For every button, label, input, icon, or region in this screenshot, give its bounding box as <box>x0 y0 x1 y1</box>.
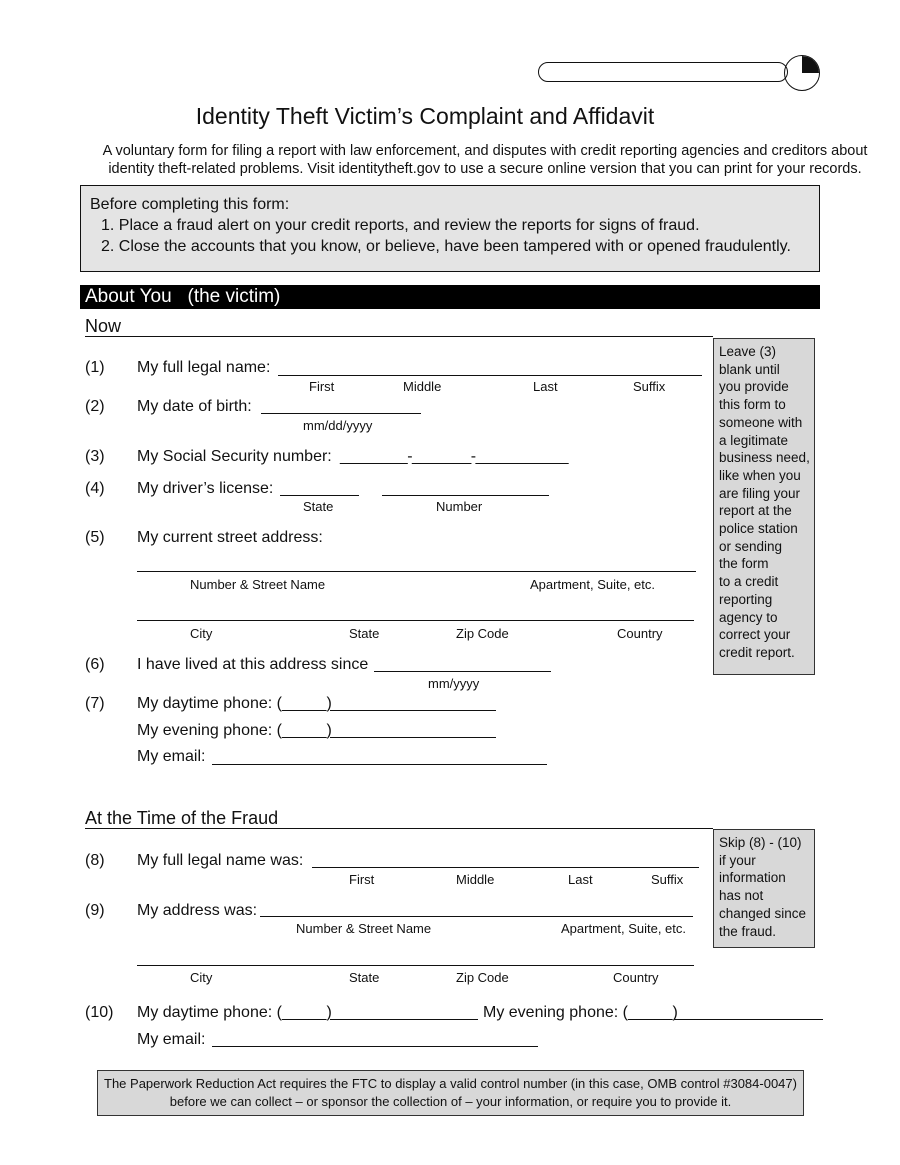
zip-hint: Zip Code <box>456 970 509 985</box>
lived-since-field[interactable] <box>374 671 551 672</box>
before-completing-box <box>80 185 820 272</box>
state-hint: State <box>349 970 380 985</box>
leave-blank-note-line: this form to <box>719 397 786 413</box>
leave-blank-note-line: blank until <box>719 361 780 377</box>
dob-label: My date of birth: <box>137 398 252 415</box>
full-name-label: My full legal name: <box>137 359 271 376</box>
leave-blank-note-line: like when you <box>719 467 801 483</box>
field-number-10: (10) <box>85 1004 114 1021</box>
evening-phone-label: My evening phone: (_____) <box>137 722 332 739</box>
city-state-field[interactable] <box>137 620 694 621</box>
license-number-hint: Number <box>436 499 483 514</box>
intro-line-1: A voluntary form for filing a report with law enforcement, and disputes with credit reporting agencies and creditors about <box>102 143 868 159</box>
field-number-8: (8) <box>85 852 105 869</box>
leave-blank-note-line: reporting <box>719 591 773 607</box>
prior-email-label: My email: <box>137 1031 206 1048</box>
prior-daytime-phone-field[interactable] <box>330 1019 478 1020</box>
leave-blank-note-line: or sending <box>719 538 783 554</box>
middle-hint: Middle <box>403 379 442 394</box>
now-heading: Now <box>85 316 122 336</box>
before-heading: Before completing this form: <box>90 196 290 213</box>
divider <box>85 336 713 337</box>
zip-hint: Zip Code <box>456 626 509 641</box>
prior-city-state-field[interactable] <box>137 965 694 966</box>
leave-blank-note-line: someone with <box>719 414 803 430</box>
ssn-field[interactable]: ________-_______-___________ <box>340 448 569 465</box>
last-hint: Last <box>568 872 593 887</box>
time-of-fraud-heading: At the Time of the Fraud <box>85 808 279 828</box>
address-label: My current street address: <box>137 529 323 546</box>
leave-blank-note-line: a legitimate <box>719 432 789 448</box>
city-hint: City <box>190 626 213 641</box>
intro-line-2: identity theft-related problems. Visit identitytheft.gov to use a secure online version that you can print for your records. <box>108 161 862 177</box>
field-number-2: (2) <box>85 398 105 415</box>
leave-blank-note <box>713 338 815 675</box>
first-hint: First <box>309 379 335 394</box>
field-number-9: (9) <box>85 902 105 919</box>
email-label: My email: <box>137 748 206 765</box>
prior-name-label: My full legal name was: <box>137 852 304 869</box>
form-title: Identity Theft Victim’s Complaint and Affidavit <box>195 103 655 129</box>
prior-name-field[interactable] <box>312 867 699 868</box>
progress-bar <box>538 62 788 82</box>
leave-blank-note-line: you provide <box>719 379 789 395</box>
notice-line-1: The Paperwork Reduction Act requires the FTC to display a valid control number (in this case, OMB control #3084-0047) <box>104 1076 797 1091</box>
license-label: My driver’s license: <box>137 480 274 497</box>
field-number-4: (4) <box>85 480 105 497</box>
middle-hint: Middle <box>456 872 495 887</box>
field-number-1: (1) <box>85 359 105 376</box>
email-field[interactable] <box>212 764 547 765</box>
divider <box>85 828 713 829</box>
street-field[interactable] <box>137 571 696 572</box>
city-hint: City <box>190 970 213 985</box>
prior-daytime-phone-label: My daytime phone: (_____) <box>137 1004 332 1021</box>
license-number-field[interactable] <box>382 495 549 496</box>
prior-street-field[interactable] <box>260 916 693 917</box>
before-item-1: 1. Place a fraud alert on your credit reports, and review the reports for signs of fraud. <box>101 217 700 234</box>
skip-note-line: Skip (8) - (10) <box>719 835 802 850</box>
lived-since-label: I have lived at this address since <box>137 656 369 673</box>
skip-note-line: information <box>719 870 786 886</box>
prior-email-field[interactable] <box>212 1046 538 1047</box>
prior-evening-phone-label: My evening phone: (_____) <box>483 1004 678 1021</box>
lived-since-hint: mm/yyyy <box>428 676 480 691</box>
ssn-label: My Social Security number: <box>137 448 332 465</box>
leave-blank-note-line: are filing your <box>719 485 801 501</box>
leave-blank-note-line: agency to <box>719 609 778 625</box>
paperwork-notice <box>97 1070 804 1116</box>
skip-note-line: the fraud. <box>719 923 777 939</box>
country-hint: Country <box>613 970 659 985</box>
section-header <box>80 285 820 309</box>
skip-note-line: changed since <box>719 905 807 921</box>
leave-blank-note-line: credit report. <box>719 644 795 660</box>
daytime-phone-label: My daytime phone: (_____) <box>137 695 332 712</box>
street-hint: Number & Street Name <box>190 577 326 592</box>
apartment-hint: Apartment, Suite, etc. <box>530 577 656 592</box>
full-name-field[interactable] <box>278 375 702 376</box>
prior-evening-phone-field[interactable] <box>674 1019 823 1020</box>
daytime-phone-field[interactable] <box>330 710 496 711</box>
skip-note-line: has not <box>719 888 764 904</box>
leave-blank-note-line: business need, <box>719 450 810 466</box>
last-hint: Last <box>533 379 558 394</box>
dob-hint: mm/dd/yyyy <box>303 418 373 433</box>
leave-blank-note-line: to a credit <box>719 574 779 590</box>
intro-text <box>70 142 900 178</box>
field-number-3: (3) <box>85 448 105 465</box>
street-hint: Number & Street Name <box>296 921 432 936</box>
progress-pie-icon <box>784 55 820 91</box>
state-hint: State <box>349 626 380 641</box>
leave-blank-note-line: Leave (3) <box>719 344 777 359</box>
leave-blank-note-line: the form <box>719 556 769 572</box>
suffix-hint: Suffix <box>633 379 666 394</box>
evening-phone-field[interactable] <box>330 737 496 738</box>
skip-note-line: if your <box>719 852 756 868</box>
before-item-2: 2. Close the accounts that you know, or believe, have been tampered with or opened fraudulently. <box>101 238 791 255</box>
leave-blank-note-line: correct your <box>719 627 791 643</box>
license-state-hint: State <box>303 499 334 514</box>
notice-line-2: before we can collect – or sponsor the collection of – your information, or require you to provide it. <box>169 1094 732 1109</box>
first-hint: First <box>349 872 375 887</box>
apartment-hint: Apartment, Suite, etc. <box>561 921 687 936</box>
prior-address-label: My address was: <box>137 902 258 919</box>
suffix-hint: Suffix <box>651 872 684 887</box>
leave-blank-note-line: police station <box>719 521 798 537</box>
section-title: About You (the victim) <box>85 286 281 307</box>
field-number-6: (6) <box>85 656 105 673</box>
field-number-7: (7) <box>85 695 105 712</box>
skip-note <box>713 829 815 948</box>
license-state-field[interactable] <box>280 495 359 496</box>
country-hint: Country <box>617 626 663 641</box>
field-number-5: (5) <box>85 529 105 546</box>
dob-field[interactable] <box>261 413 421 414</box>
leave-blank-note-line: report at the <box>719 503 792 519</box>
